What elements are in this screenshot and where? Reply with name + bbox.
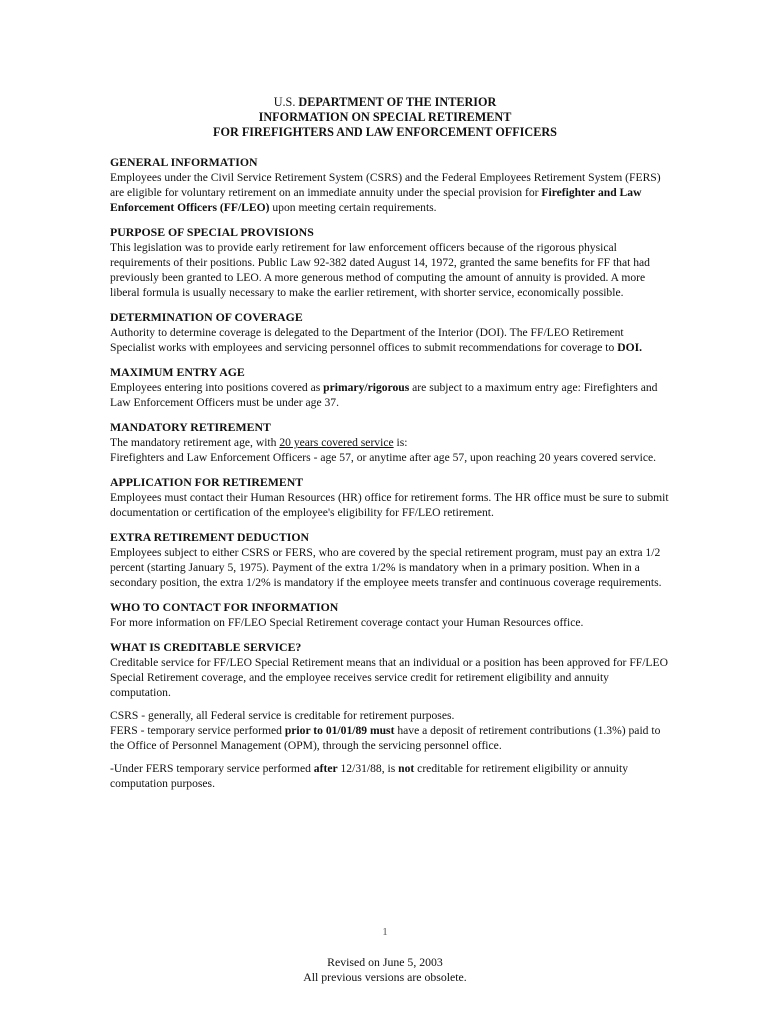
section-heading: EXTRA RETIREMENT DEDUCTION — [110, 530, 310, 544]
bold-span: prior to 01/01/89 must — [284, 724, 395, 737]
section-deduction — [110, 530, 670, 590]
section-general — [110, 155, 670, 215]
spacer — [110, 753, 670, 761]
section-heading: MAXIMUM ENTRY AGE — [110, 365, 245, 379]
text-span: upon meeting certain requirements. — [269, 201, 437, 214]
section-text — [110, 325, 670, 355]
underlined-span: 20 years covered service — [279, 436, 394, 449]
header-line-3: FOR FIREFIGHTERS AND LAW ENFORCEMENT OFFICERS — [213, 125, 557, 139]
bold-span: not — [398, 762, 415, 775]
document-header — [0, 95, 770, 140]
section-text: Firefighters and Law Enforcement Officers - age 57, or anytime after age 57, upon reaching 20 years covered service. — [110, 451, 657, 464]
header-department: DEPARTMENT OF THE INTERIOR — [298, 95, 497, 109]
text-span: Employees entering into positions covered as — [110, 381, 324, 394]
section-coverage — [110, 310, 670, 355]
section-text: This legislation was to provide early retirement for law enforcement officers because of the rigorous physical requirements of their positions. Public Law 92-382 dated August 14, 1972, granted the same benefits for FF that had previously been granted to LEO. A more generous method of computing the amount of annuity is provided. A more liberal formula is usually necessary to make the earlier retirement, with shorter service, economically possible. — [110, 241, 650, 299]
fers-text — [110, 723, 670, 753]
section-text: Employees must contact their Human Resources (HR) office for retirement forms. The HR office must be sure to submit documentation or certification of the employee's eligibility for FF/LEO retirement. — [110, 491, 669, 519]
document-footer — [0, 955, 770, 985]
document-body — [110, 155, 670, 801]
section-heading: APPLICATION FOR RETIREMENT — [110, 475, 304, 489]
section-text — [110, 170, 670, 215]
section-heading: PURPOSE OF SPECIAL PROVISIONS — [110, 225, 314, 239]
section-heading: MANDATORY RETIREMENT — [110, 420, 271, 434]
text-span: is: — [393, 436, 408, 449]
text-span: -Under FERS temporary service performed — [110, 762, 314, 775]
section-heading: WHAT IS CREDITABLE SERVICE? — [110, 640, 302, 654]
text-span: Employees under the Civil Service Retirement System (CSRS) and the Federal Employees Retirement System (FERS) are eligible for voluntary retirement on an immediate annuity under the special provision for — [110, 171, 661, 199]
text-span: creditable for retirement eligibility or annuity computation purposes. — [110, 762, 629, 790]
text-span: FERS - temporary service performed — [110, 724, 285, 737]
header-line-1 — [0, 95, 770, 110]
text-span: The mandatory retirement age, with — [110, 436, 280, 449]
header-line-2: INFORMATION ON SPECIAL RETIREMENT — [258, 110, 512, 124]
text-span: have a deposit of retirement contributions (1.3%) paid to the Office of Personnel Management (OPM), through the servicing personnel office. — [110, 724, 661, 752]
obsolete-note: All previous versions are obsolete. — [303, 970, 467, 984]
bold-span: primary/rigorous — [323, 381, 410, 394]
section-text: Creditable service for FF/LEO Special Retirement means that an individual or a position has been approved for FF/LEO Special Retirement coverage, and the employee receives service credit for retirement eligibility and annuity computation. — [110, 656, 668, 699]
section-heading: WHO TO CONTACT FOR INFORMATION — [110, 600, 339, 614]
bold-span: DOI. — [617, 341, 643, 354]
header-prefix: U.S. — [273, 95, 299, 109]
section-text: Employees subject to either CSRS or FERS, who are covered by the special retirement program, must pay an extra 1/2 percent (starting January 5, 1975). Payment of the extra 1/2% is mandatory when in a primary position. When in a secondary position, the extra 1/2% is mandatory if the employee meets transfer and continuous coverage requirements. — [110, 546, 662, 589]
csrs-text: CSRS - generally, all Federal service is creditable for retirement purposes. — [110, 709, 455, 722]
text-span: 12/31/88, is — [337, 762, 399, 775]
section-purpose — [110, 225, 670, 300]
section-mandatory — [110, 420, 670, 465]
section-contact — [110, 600, 670, 630]
revised-date: Revised on June 5, 2003 — [327, 955, 443, 969]
bold-span: after — [313, 762, 338, 775]
section-creditable — [110, 640, 670, 791]
fers-temporary-text — [110, 761, 670, 791]
section-text: For more information on FF/LEO Special Retirement coverage contact your Human Resources office. — [110, 616, 584, 629]
section-heading: DETERMINATION OF COVERAGE — [110, 310, 303, 324]
section-text — [110, 380, 670, 410]
spacer — [110, 700, 670, 708]
page-number: 1 — [382, 926, 388, 938]
section-heading: GENERAL INFORMATION — [110, 155, 258, 169]
text-span: are subject to a maximum entry age: Firefighters and Law Enforcement Officers must be under age 37. — [110, 381, 658, 409]
section-application — [110, 475, 670, 520]
bold-span: Firefighter and Law Enforcement Officers (FF/LEO) — [110, 186, 642, 214]
section-text — [110, 435, 670, 450]
text-span: Authority to determine coverage is delegated to the Department of the Interior (DOI). The FF/LEO Retirement Specialist works with employees and servicing personnel offices to submit recommendations for coverage to — [110, 326, 624, 354]
section-entry-age — [110, 365, 670, 410]
